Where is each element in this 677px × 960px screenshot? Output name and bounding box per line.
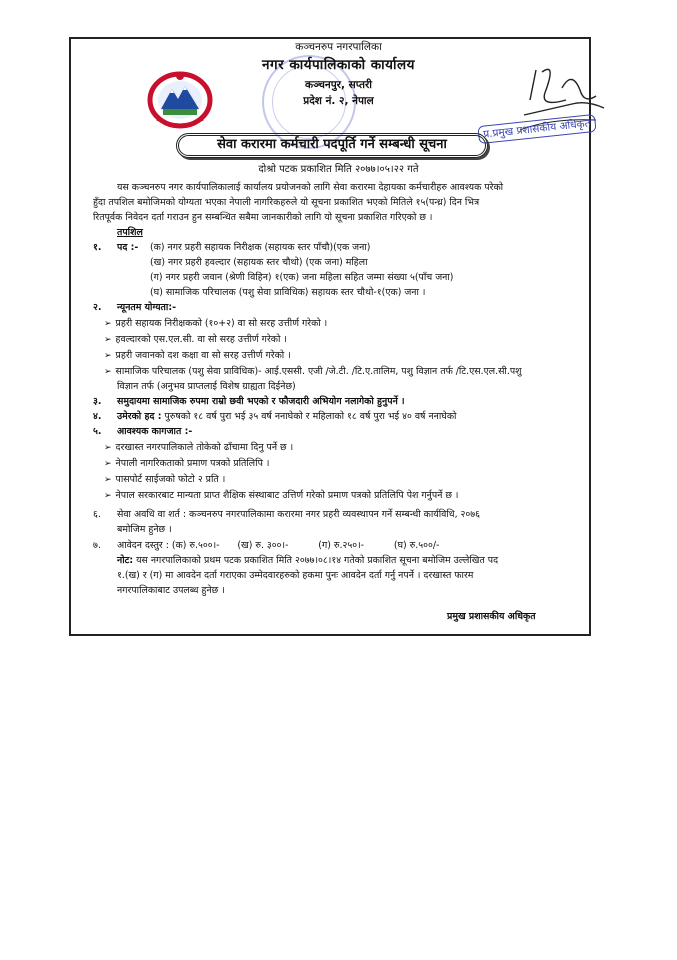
section-4-number: ४. xyxy=(93,411,102,422)
arrow-bullet-icon: ➢ xyxy=(104,491,112,501)
qualification-3: प्रहरी जवानको दश कक्षा वा सो सरह उत्तीर्ण गरेको । xyxy=(115,350,291,361)
document-2: नेपाली नागरिकताको प्रमाण पत्रको प्रतिलिपि । xyxy=(115,458,270,469)
arrow-bullet-icon: ➢ xyxy=(104,459,112,469)
section-6-line-1: सेवा अवधि वा शर्त : कञ्चनरुप नगरपालिकामा करारमा नगर प्रहरी व्यवस्थापन गर्ने सम्बन्धी कार्यविधि, २०७६ xyxy=(117,509,481,520)
arrow-bullet-icon: ➢ xyxy=(104,475,112,485)
application-fee: आवेदन दस्तुर : (क) रु.५००।- (ख) रु. ३००।- (ग) रु.२५०।- (घ) रु.५००/- xyxy=(117,540,440,551)
arrow-bullet-icon: ➢ xyxy=(104,319,112,329)
post-kha: (ख) नगर प्रहरी हवल्दार (सहायक स्तर चौथो) (एक जना) महिला xyxy=(150,257,368,268)
note-line-3: नगरपालिकाबाट उपलब्ध हुनेछ । xyxy=(117,585,225,596)
tapshil-heading: तपशिल xyxy=(117,227,143,238)
section-2-number: २. xyxy=(93,302,102,313)
qualification-1: प्रहरी सहायक निरीक्षकको (१०+२) वा सो सरह उत्तीर्ण गरेको । xyxy=(115,318,328,329)
note-line-1: यस नगरपालिकाको प्रथम पटक प्रकाशित मिति २०७७।०८।१४ गतेको प्रकाशित सूचना बमोजिम उल्लेखित पद xyxy=(136,555,499,566)
note-line-2: १.(ख) र (ग) मा आवदेन दर्ता गराएका उम्मेदवारहरुको हकमा पुनः आवदेन दर्ता गर्नु नपर्ने । दरखास्त फारम xyxy=(117,570,474,581)
document-3: पासपोर्ट साईजको फोटो २ प्रति । xyxy=(115,474,226,485)
municipality-name: कञ्चनरुप नगरपालिका xyxy=(295,41,382,53)
section-5-number: ५. xyxy=(93,426,102,437)
section-5-label: आवश्यक कागजात :- xyxy=(117,426,193,437)
post-ga: (ग) नगर प्रहरी जवान (श्रेणी विहिन) १(एक) जना महिला सहित जम्मा संख्या ५(पाँच जना) xyxy=(150,272,454,283)
section-1-number: १. xyxy=(93,242,102,253)
arrow-bullet-icon: ➢ xyxy=(104,335,112,345)
office-province: प्रदेश नं. २, नेपाल xyxy=(303,95,374,107)
office-address: कञ्चनपुर, सप्तरी xyxy=(305,79,372,91)
note-label: नोट: xyxy=(117,555,134,566)
notice-title: सेवा करारमा कर्मचारी पदपूर्ति गर्ने सम्बन्धी सूचना xyxy=(176,133,488,158)
section-7-number: ७. xyxy=(93,540,101,551)
arrow-bullet-icon: ➢ xyxy=(104,443,112,453)
intro-line-2: हुँदा तपशिल बमोजिमको योग्यता भएका नेपाली नागरिकहरुले यो सूचना प्रकाशित भएको मितिले १५(पन्ध्र) दिन भित्र xyxy=(93,197,480,208)
section-3-text: समुदायमा सामाजिक रुपमा राम्रो छवी भएको र फौजदारी अभियोग नलागेको हुनुपर्ने । xyxy=(117,396,405,407)
section-6-number: ६. xyxy=(93,509,101,520)
qualification-4a: सामाजिक परिचालक (पशु सेवा प्राविधिक)- आई.एससी. एजी /जे.टी. /टि.ए.तालिम, पशु विज्ञान तर्फ /टि.एस.एल.सी.पशु xyxy=(115,366,522,377)
section-3-number: ३. xyxy=(93,396,102,407)
section-2-label: न्यूनतम योग्यता:- xyxy=(117,302,176,313)
qualification-4b: विज्ञान तर्फ (अनुभव प्राप्तलाई विशेष ग्राह्यता दिईनेछ) xyxy=(117,381,296,392)
document-4: नेपाल सरकारबाट मान्यता प्राप्त शैक्षिक संस्थाबाट उत्तिर्ण गरेको प्रमाण पत्रको प्रतिलिपि पेश गर्नुपर्ने छ । xyxy=(115,490,459,501)
arrow-bullet-icon: ➢ xyxy=(104,367,112,377)
section-1-label: पद :- xyxy=(117,242,139,253)
post-ka: (क) नगर प्रहरी सहायक निरीक्षक (सहायक स्तर पाँचौ)(एक जना) xyxy=(150,242,371,253)
section-4-label: उमेरको हद : xyxy=(117,411,162,422)
signatory-title: प्रमुख प्रशासकीय अधिकृत xyxy=(447,611,536,622)
intro-line-1: यस कञ्चनरुप नगर कार्यपालिकालाई कार्यालय प्रयोजनको लागि सेवा करारमा देहायका कर्मचारीहरु आवश्यक परेको xyxy=(117,182,504,193)
section-4-text: पुरुषको १८ वर्ष पुरा भई ३५ वर्ष ननाघेको र महिलाको १८ वर्ष पुरा भई ४० वर्ष ननाघेको xyxy=(164,411,457,422)
arrow-bullet-icon: ➢ xyxy=(104,351,112,361)
intro-line-3: रितपूर्वक निवेदन दर्ता गराउन हुन सम्बन्धित सबैमा जानकारीको लागि यो सूचना प्रकाशित गरिएको छ । xyxy=(93,212,433,223)
post-gha: (घ) सामाजिक परिचालक (पशु सेवा प्राविधिक) सहायक स्तर चौथो-१(एक) जना । xyxy=(150,287,426,298)
official-stamp: प्र.प्रमुख प्रशासकीय अधिकृत xyxy=(477,114,596,144)
document-1: दरखास्त नगरपालिकाले तोकेको ढाँचामा दिनु पर्ने छ । xyxy=(115,442,294,453)
notice-subtitle: दोश्रो पटक प्रकाशित मिति २०७७।०५।२२ गते xyxy=(258,164,419,175)
office-name: नगर कार्यपालिकाको कार्यालय xyxy=(262,57,415,73)
section-6-line-2: बमोजिम हुनेछ । xyxy=(117,524,172,535)
qualification-2: हवल्दारको एस.एल.सी. वा सो सरह उत्तीर्ण गरेको । xyxy=(115,334,287,345)
